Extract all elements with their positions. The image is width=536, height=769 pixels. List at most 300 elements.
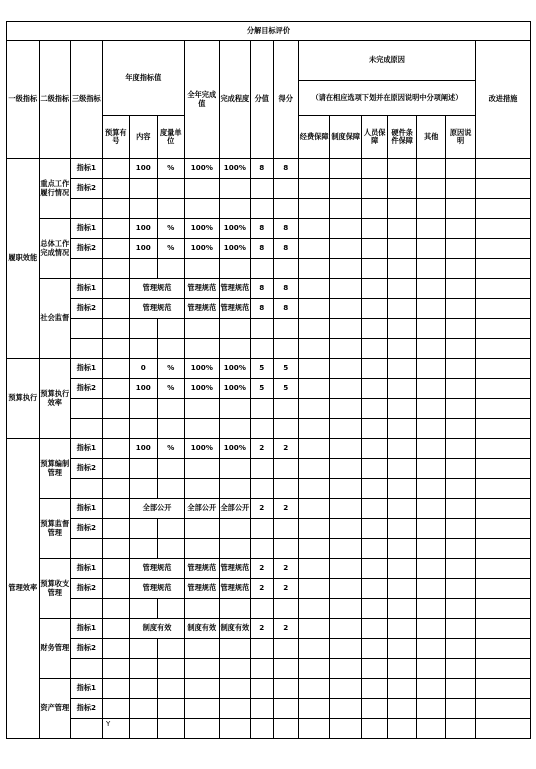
table-cell [251,539,273,559]
table-cell [446,259,476,279]
table-cell [330,599,362,619]
yearly-done-text: 制度有效 [185,619,220,639]
table-cell [361,659,387,679]
got-score-value: 2 [273,579,298,599]
table-cell [102,259,129,279]
table-cell [251,339,273,359]
yearly-done-text: 管理规范 [185,279,220,299]
table-cell [475,399,530,419]
table-cell [219,539,251,559]
table-cell [102,199,129,219]
score-value: 2 [251,439,273,459]
table-cell [330,719,362,739]
table-cell [416,639,446,659]
row-indicator: 指标1 [71,279,103,299]
table-cell [273,419,298,439]
table-cell [185,179,220,199]
yearly-done-value: 100% [185,159,220,179]
table-cell [388,699,416,719]
table-cell [185,719,220,739]
table-cell [446,379,476,399]
table-cell [185,679,220,699]
table-cell [446,299,476,319]
row-indicator: 指标1 [71,159,103,179]
score-value: 8 [251,299,273,319]
table-cell [388,439,416,459]
table-cell [298,459,330,479]
table-cell [130,479,157,499]
table-cell [219,339,251,359]
table-cell [416,499,446,519]
table-cell [361,439,387,459]
table-cell [446,639,476,659]
table-cell [446,239,476,259]
yearly-done-value: 100% [185,239,220,259]
table-cell [298,719,330,739]
got-score-value: 8 [273,219,298,239]
table-cell [416,419,446,439]
table-cell [475,259,530,279]
row-indicator: 指标1 [71,439,103,459]
table-cell [388,179,416,199]
table-cell [475,199,530,219]
table-cell [219,399,251,419]
table-cell [130,179,157,199]
table-cell [102,379,129,399]
table-cell [102,659,129,679]
table-cell [361,179,387,199]
table-cell [102,599,129,619]
unit-value: % [157,219,184,239]
table-cell [185,699,220,719]
table-cell [130,339,157,359]
table-cell [157,319,184,339]
table-cell [157,639,184,659]
table-cell [251,459,273,479]
table-cell [475,219,530,239]
table-cell [102,299,129,319]
unit-value: % [157,379,184,399]
table-cell [298,219,330,239]
table-cell [130,659,157,679]
score-value: 8 [251,159,273,179]
table-cell [416,259,446,279]
table-cell [102,699,129,719]
table-cell [330,499,362,519]
header-content: 内容 [130,116,157,159]
yearly-done-text: 管理规范 [185,559,220,579]
table-cell [446,539,476,559]
table-cell [330,319,362,339]
table-cell [71,719,103,739]
table-cell [298,599,330,619]
completion-text: 全部公开 [219,499,251,519]
table-cell [475,639,530,659]
table-title: 分解目标评价 [7,22,531,41]
table-cell [130,639,157,659]
table-cell [330,419,362,439]
table-cell [185,459,220,479]
completion-value: 100% [219,379,251,399]
table-cell [475,319,530,339]
footnote-glyph: Y [106,720,111,728]
table-cell [273,339,298,359]
table-cell [361,539,387,559]
table-cell [102,279,129,299]
table-cell [361,239,387,259]
table-cell [388,539,416,559]
table-cell [416,239,446,259]
table-cell [388,719,416,739]
completion-value: 100% [219,219,251,239]
group-mgmt: 管理效率 [7,439,40,739]
unit-value: % [157,239,184,259]
table-cell [185,659,220,679]
table-cell [475,339,530,359]
table-cell [185,419,220,439]
table-cell [157,479,184,499]
table-cell [298,699,330,719]
table-cell [130,419,157,439]
table-cell [330,299,362,319]
table-cell [251,419,273,439]
table-cell [157,199,184,219]
table-cell [446,459,476,479]
table-cell [361,399,387,419]
table-cell [330,679,362,699]
table-cell [157,599,184,619]
table-cell [416,519,446,539]
table-cell [475,479,530,499]
table-cell [298,419,330,439]
table-cell [298,299,330,319]
table-cell [185,399,220,419]
row-indicator: 指标1 [71,499,103,519]
table-cell [219,419,251,439]
yearly-done-value: 100% [185,379,220,399]
table-cell [446,399,476,419]
table-cell [71,199,103,219]
table-cell [251,599,273,619]
completion-value: 100% [219,439,251,459]
got-score-value: 2 [273,619,298,639]
table-cell [102,459,129,479]
got-score-value: 5 [273,359,298,379]
table-cell [416,539,446,559]
table-cell [475,239,530,259]
score-value: 8 [251,279,273,299]
target-value: 0 [130,359,157,379]
header-score: 分值 [251,41,273,159]
table-cell [330,379,362,399]
table-cell [219,599,251,619]
table-cell [130,519,157,539]
table-cell [157,699,184,719]
table-cell [273,459,298,479]
table-cell [102,559,129,579]
table-cell [102,319,129,339]
table-cell [446,559,476,579]
table-cell [446,499,476,519]
table-cell [219,719,251,739]
table-cell [102,239,129,259]
table-cell [361,519,387,539]
table-cell [388,239,416,259]
table-cell [361,499,387,519]
table-cell [388,259,416,279]
got-score-value: 2 [273,439,298,459]
table-cell [71,479,103,499]
table-cell [219,479,251,499]
table-cell [361,719,387,739]
sub-compile: 预算编制管理 [39,439,71,499]
table-cell [361,419,387,439]
table-cell [102,359,129,379]
table-cell [330,179,362,199]
table-cell [475,439,530,459]
table-cell [273,179,298,199]
sub-exec-rate: 预算执行效率 [39,359,71,439]
table-cell [298,519,330,539]
table-cell [446,359,476,379]
table-cell [416,299,446,319]
table-cell [185,259,220,279]
table-cell [330,659,362,679]
table-cell [416,559,446,579]
unit-value: % [157,159,184,179]
header-hardware: 硬件条件保障 [388,116,416,159]
table-cell [185,639,220,659]
table-cell [361,699,387,719]
table-cell [157,259,184,279]
target-evaluation-table [6,21,531,739]
table-cell [102,539,129,559]
header-econ: 经费保障 [298,116,330,159]
sub-supervision: 社会监督 [39,279,71,359]
table-cell [298,659,330,679]
yearly-done-text: 管理规范 [185,579,220,599]
table-cell [446,619,476,639]
header-level1: 一级指标 [7,41,40,159]
table-cell [416,279,446,299]
table-cell [330,279,362,299]
table-cell [273,259,298,279]
table-cell [388,399,416,419]
table-cell [130,259,157,279]
table-cell [361,559,387,579]
table-cell [130,319,157,339]
table-cell [361,339,387,359]
table-cell [130,399,157,419]
table-cell [130,459,157,479]
table-cell [251,199,273,219]
got-score-value: 8 [273,239,298,259]
table-cell [130,679,157,699]
table-cell [251,659,273,679]
table-cell [416,719,446,739]
header-level3: 三级指标 [71,41,103,159]
table-cell [71,659,103,679]
completion-text: 管理规范 [219,559,251,579]
table-cell [446,419,476,439]
table-cell [251,179,273,199]
table-cell [330,579,362,599]
table-cell [130,539,157,559]
table-cell [298,379,330,399]
table-cell [361,459,387,479]
table-cell [361,579,387,599]
header-improve: 改进措施 [475,41,530,159]
table-cell [388,379,416,399]
table-cell [251,319,273,339]
table-cell [416,699,446,719]
table-cell [330,439,362,459]
table-cell [71,339,103,359]
table-cell [475,519,530,539]
yearly-done-value: 100% [185,359,220,379]
score-value: 8 [251,219,273,239]
table-cell [185,519,220,539]
table-cell [219,319,251,339]
header-annual-target: 年度指标值 [102,41,184,116]
table-cell [185,199,220,219]
target-text: 管理规范 [130,559,185,579]
table-cell [273,539,298,559]
table-cell [102,579,129,599]
table-cell [71,539,103,559]
table-cell [361,319,387,339]
table-cell [330,359,362,379]
score-value: 5 [251,379,273,399]
table-cell [475,179,530,199]
table-cell [219,639,251,659]
table-cell [298,619,330,639]
table-cell [475,659,530,679]
table-cell [330,639,362,659]
table-cell [273,699,298,719]
table-cell [298,339,330,359]
table-cell [388,219,416,239]
table-cell [388,679,416,699]
got-score-value: 8 [273,299,298,319]
table-cell [475,499,530,519]
group-perf: 履职效能 [7,159,40,359]
table-cell [388,419,416,439]
table-cell [416,579,446,599]
table-cell [157,179,184,199]
table-cell [475,679,530,699]
table-cell [298,479,330,499]
table-cell [446,579,476,599]
completion-text: 制度有效 [219,619,251,639]
table-cell [185,339,220,359]
completion-text: 管理规范 [219,579,251,599]
table-cell [251,639,273,659]
table-cell [273,719,298,739]
table-cell [298,539,330,559]
table-cell [130,719,157,739]
table-cell [416,479,446,499]
table-cell [475,619,530,639]
table-cell [388,359,416,379]
table-cell [388,579,416,599]
table-cell [251,399,273,419]
table-cell [361,219,387,239]
table-cell [102,519,129,539]
group-budget: 预算执行 [7,359,40,439]
table-cell [475,599,530,619]
table-cell [446,199,476,219]
row-indicator: 指标2 [71,379,103,399]
table-cell [157,459,184,479]
table-cell [298,639,330,659]
header-completion: 完成程度 [219,41,251,159]
table-cell [361,259,387,279]
table-cell [298,239,330,259]
table-cell [446,179,476,199]
table-cell [475,299,530,319]
table-cell [102,219,129,239]
table-cell [388,639,416,659]
row-indicator: 指标1 [71,679,103,699]
table-cell [330,519,362,539]
unit-value: % [157,439,184,459]
completion-text: 管理规范 [219,279,251,299]
yearly-done-text: 管理规范 [185,299,220,319]
target-value: 100 [130,379,157,399]
table-cell [446,279,476,299]
header-got-score: 得分 [273,41,298,159]
row-indicator: 指标2 [71,639,103,659]
table-cell [251,259,273,279]
table-cell [416,619,446,639]
got-score-value: 2 [273,559,298,579]
sub-asset: 资产管理 [39,679,71,739]
table-cell [446,699,476,719]
table-cell [298,319,330,339]
table-cell [361,479,387,499]
table-cell [273,319,298,339]
table-cell [298,559,330,579]
target-value: 100 [130,439,157,459]
score-value: 2 [251,499,273,519]
table-cell [330,539,362,559]
table-cell [388,459,416,479]
score-value: 8 [251,239,273,259]
table-cell [416,399,446,419]
table-cell [273,659,298,679]
header-policy: 制度保障 [330,116,362,159]
row-indicator: 指标1 [71,559,103,579]
table-cell [157,719,184,739]
table-cell [298,199,330,219]
table-cell [273,399,298,419]
target-text: 管理规范 [130,279,185,299]
table-cell [219,699,251,719]
header-budget-no: 预算有号 [102,116,129,159]
table-cell [273,519,298,539]
target-text: 全部公开 [130,499,185,519]
table-cell [361,639,387,659]
table-cell [330,459,362,479]
table-cell [251,679,273,699]
table-cell [219,259,251,279]
table-cell [71,419,103,439]
table-cell [388,619,416,639]
table-cell [446,659,476,679]
table-cell [157,399,184,419]
header-reason: 原因说明 [446,116,476,159]
